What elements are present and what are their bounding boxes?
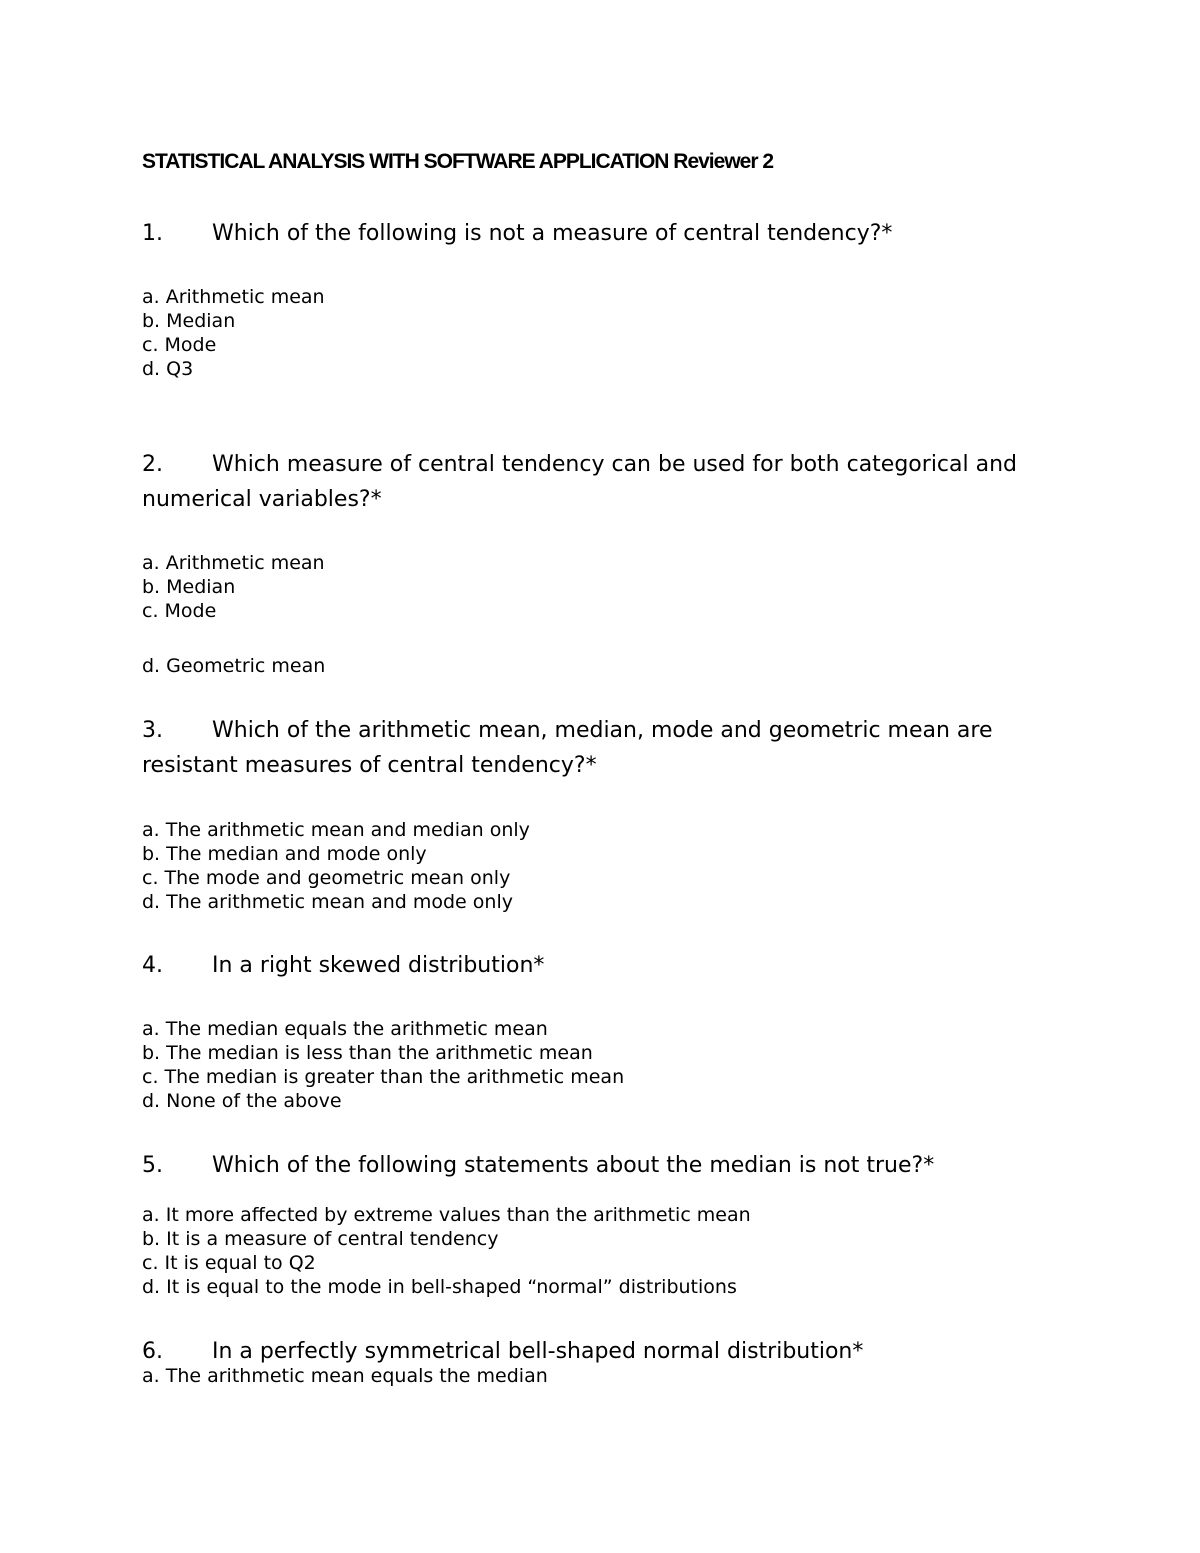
question-number: 5. <box>142 1153 163 1178</box>
option-a: a. Arithmetic mean <box>142 286 325 308</box>
options-6 <box>142 1364 548 1388</box>
option-d: d. Q3 <box>142 358 194 380</box>
question-3 <box>142 713 1062 783</box>
question-number: 4. <box>142 953 163 978</box>
option-b: b. Median <box>142 576 236 598</box>
options-3 <box>142 818 530 914</box>
question-4 <box>142 948 1062 983</box>
option-b: b. The median is less than the arithmetic mean <box>142 1042 593 1064</box>
options-1 <box>142 285 325 381</box>
question-text: In a perfectly symmetrical bell-shaped normal distribution* <box>212 1339 864 1364</box>
option-c: c. It is equal to Q2 <box>142 1252 316 1274</box>
option-c: c. The mode and geometric mean only <box>142 867 511 889</box>
question-2 <box>142 447 1062 517</box>
option-a: a. The median equals the arithmetic mean <box>142 1018 548 1040</box>
option-d: d. It is equal to the mode in bell-shaped “normal” distributions <box>142 1276 737 1298</box>
question-text: Which of the arithmetic mean, median, mode and geometric mean are resistant measures of central tendency?* <box>142 718 993 778</box>
question-1 <box>142 216 1062 251</box>
question-text: In a right skewed distribution* <box>212 953 545 978</box>
question-number: 1. <box>142 221 163 246</box>
question-number: 3. <box>142 718 163 743</box>
options-4 <box>142 1017 624 1113</box>
option-d: d. None of the above <box>142 1090 342 1112</box>
option-d: d. The arithmetic mean and mode only <box>142 891 513 913</box>
question-text: Which measure of central tendency can be used for both categorical and numerical variables?* <box>142 452 1017 512</box>
question-number: 6. <box>142 1339 163 1364</box>
options-2-extra <box>142 654 325 678</box>
options-5 <box>142 1203 751 1299</box>
option-a: a. The arithmetic mean and median only <box>142 819 530 841</box>
question-number: 2. <box>142 452 163 477</box>
option-d: d. Geometric mean <box>142 655 326 677</box>
option-a: a. It more affected by extreme values than the arithmetic mean <box>142 1204 751 1226</box>
option-c: c. The median is greater than the arithmetic mean <box>142 1066 625 1088</box>
question-text: Which of the following is not a measure of central tendency?* <box>212 221 893 246</box>
document-title: STATISTICAL ANALYSIS WITH SOFTWARE APPLICATION Reviewer 2 <box>142 150 774 173</box>
option-b: b. It is a measure of central tendency <box>142 1228 499 1250</box>
option-b: b. The median and mode only <box>142 843 427 865</box>
options-2 <box>142 551 325 623</box>
option-a: a. The arithmetic mean equals the median <box>142 1365 548 1387</box>
option-c: c. Mode <box>142 600 217 622</box>
question-text: Which of the following statements about the median is not true?* <box>212 1153 935 1178</box>
question-5 <box>142 1148 1062 1183</box>
option-a: a. Arithmetic mean <box>142 552 325 574</box>
option-b: b. Median <box>142 310 236 332</box>
option-c: c. Mode <box>142 334 217 356</box>
